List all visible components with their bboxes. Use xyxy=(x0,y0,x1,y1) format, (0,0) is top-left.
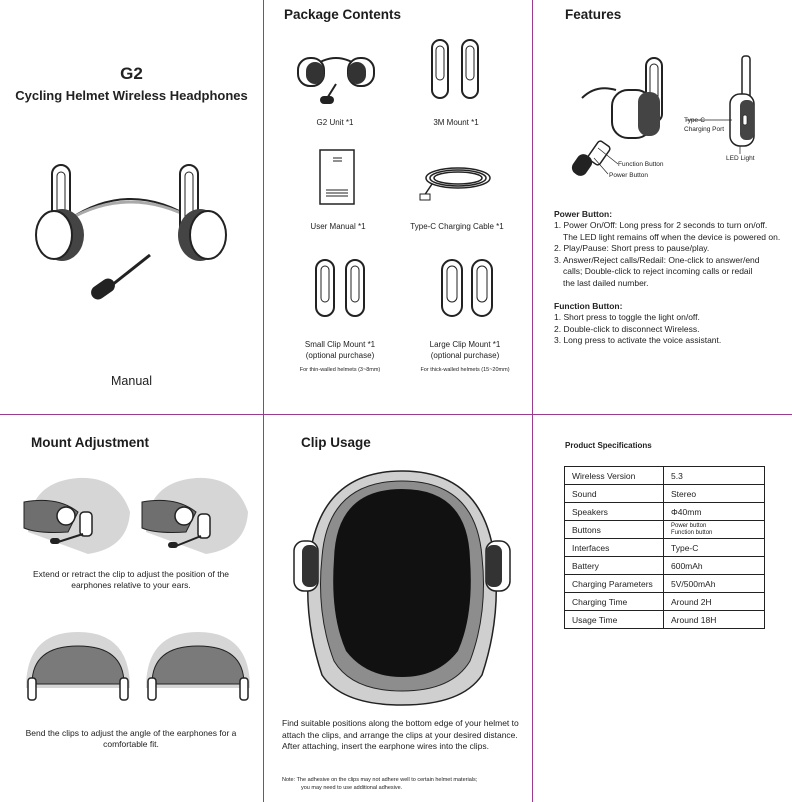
function-line-1: 1. Short press to toggle the light on/off. xyxy=(554,312,700,322)
table-row xyxy=(565,485,765,503)
table-row xyxy=(565,557,765,575)
headphones-illustration xyxy=(0,160,263,330)
power-line-1: 1. Power On/Off: Long press for 2 seconds to turn on/off. xyxy=(554,220,768,230)
spec-key: Wireless Version xyxy=(565,467,664,485)
spec-key: Buttons xyxy=(565,521,664,539)
power-line-5: calls; Double-click to reject incoming calls or redail xyxy=(563,266,753,276)
power-button-instructions xyxy=(554,220,786,289)
package-item-small-clip-desc: For thin-walled helmets (3~8mm) xyxy=(299,367,381,373)
power-line-3: 2. Play/Pause: Short press to pause/play. xyxy=(554,243,710,253)
clip-title: Clip Usage xyxy=(301,435,371,450)
package-item-3m-mount: 3M Mount *1 xyxy=(433,118,479,127)
callout-charging-port: Charging Port xyxy=(684,126,725,133)
clip-usage-illustration xyxy=(282,465,522,710)
package-item-large-clip-desc: For thick-walled helmets (15~20mm) xyxy=(420,367,510,373)
features-diagram xyxy=(556,50,786,190)
spec-value: Around 18H xyxy=(664,611,765,629)
spec-value: Around 2H xyxy=(664,593,765,611)
spec-key: Usage Time xyxy=(565,611,664,629)
cover-model: G2 xyxy=(120,64,143,83)
package-item-large-clip: Large Clip Mount *1 xyxy=(429,340,501,349)
spec-value: 5.3 xyxy=(664,467,765,485)
spec-value-line-1: Power button xyxy=(671,522,707,529)
spec-value-line-2: Function button xyxy=(671,529,713,536)
table-row xyxy=(565,593,765,611)
table-row xyxy=(565,575,765,593)
package-item-large-clip-note: (optional purchase) xyxy=(430,351,500,360)
function-button-instructions xyxy=(554,312,786,347)
large-clip-mount-icon xyxy=(438,258,498,320)
spec-value: Stereo xyxy=(664,485,765,503)
function-line-2: 2. Double-click to disconnect Wireless. xyxy=(554,323,700,334)
divider-vertical-1 xyxy=(263,0,264,802)
table-row xyxy=(565,539,765,557)
spec-key: Charging Time xyxy=(565,593,664,611)
small-clip-mount-icon xyxy=(312,258,372,320)
spec-key: Charging Parameters xyxy=(565,575,664,593)
power-line-4: 3. Answer/Reject calls/Redail: One-click to answer/end xyxy=(554,254,760,265)
specs-table xyxy=(564,466,765,629)
package-item-type-c-cable: Type-C Charging Cable *1 xyxy=(410,222,504,231)
table-row xyxy=(565,611,765,629)
specs-title: Product Specifications xyxy=(565,441,652,450)
mount-caption-2: Bend the clips to adjust the angle of the earphones for a comfortable fit. xyxy=(25,728,237,749)
power-line-2: The LED light remains off when the device is powered on. xyxy=(563,231,781,242)
clip-note-2: you may need to use additional adhesive. xyxy=(301,785,403,791)
type-c-cable-icon xyxy=(418,160,498,205)
3m-mount-icon xyxy=(428,38,488,100)
spec-key: Interfaces xyxy=(565,539,664,557)
spec-value: Type-C xyxy=(664,539,765,557)
table-row xyxy=(565,467,765,485)
callout-type-c: Type-C xyxy=(684,117,705,124)
spec-value: 600mAh xyxy=(664,557,765,575)
mount-title: Mount Adjustment xyxy=(31,435,149,450)
callout-function-button: Function Button xyxy=(618,161,664,168)
function-button-heading: Function Button: xyxy=(554,301,623,311)
clip-note-1: Note: The adhesive on the clips may not adhere well to certain helmet materials; xyxy=(282,777,478,783)
divider-horizontal xyxy=(0,414,792,415)
callout-power-button: Power Button xyxy=(609,172,649,179)
clip-body-text: Find suitable positions along the bottom edge of your helmet to attach the clips, and arrange the clips at your desired distance. After attaching, insert the earphone wires into the clips. xyxy=(282,718,519,751)
spec-value xyxy=(664,521,765,539)
spec-key: Battery xyxy=(565,557,664,575)
cover-subtitle: Cycling Helmet Wireless Headphones xyxy=(15,88,248,103)
table-row xyxy=(565,503,765,521)
function-line-3: 3. Long press to activate the voice assistant. xyxy=(554,335,722,345)
spec-key: Speakers xyxy=(565,503,664,521)
callout-led-light: LED Light xyxy=(726,155,755,162)
package-item-user-manual: User Manual *1 xyxy=(310,222,366,231)
power-button-heading: Power Button: xyxy=(554,209,613,219)
package-item-g2-unit: G2 Unit *1 xyxy=(316,118,354,127)
spec-key: Sound xyxy=(565,485,664,503)
g2-unit-icon xyxy=(296,48,376,108)
cover-manual-label: Manual xyxy=(111,374,152,388)
divider-vertical-2 xyxy=(532,0,533,802)
user-manual-icon xyxy=(318,148,358,208)
mount-bend-illustration xyxy=(18,628,258,718)
mount-caption-1: Extend or retract the clip to adjust the position of the earphones relative to your ears. xyxy=(32,569,230,590)
power-line-6: the last dailed number. xyxy=(563,277,649,288)
mount-adjust-illustration-top xyxy=(18,472,258,562)
spec-value: 5V/500mAh xyxy=(664,575,765,593)
features-title: Features xyxy=(565,7,622,22)
package-item-small-clip-note: (optional purchase) xyxy=(305,351,375,360)
package-item-small-clip: Small Clip Mount *1 xyxy=(304,340,376,349)
table-row xyxy=(565,521,765,539)
spec-value: Φ40mm xyxy=(664,503,765,521)
package-title: Package Contents xyxy=(284,7,402,22)
